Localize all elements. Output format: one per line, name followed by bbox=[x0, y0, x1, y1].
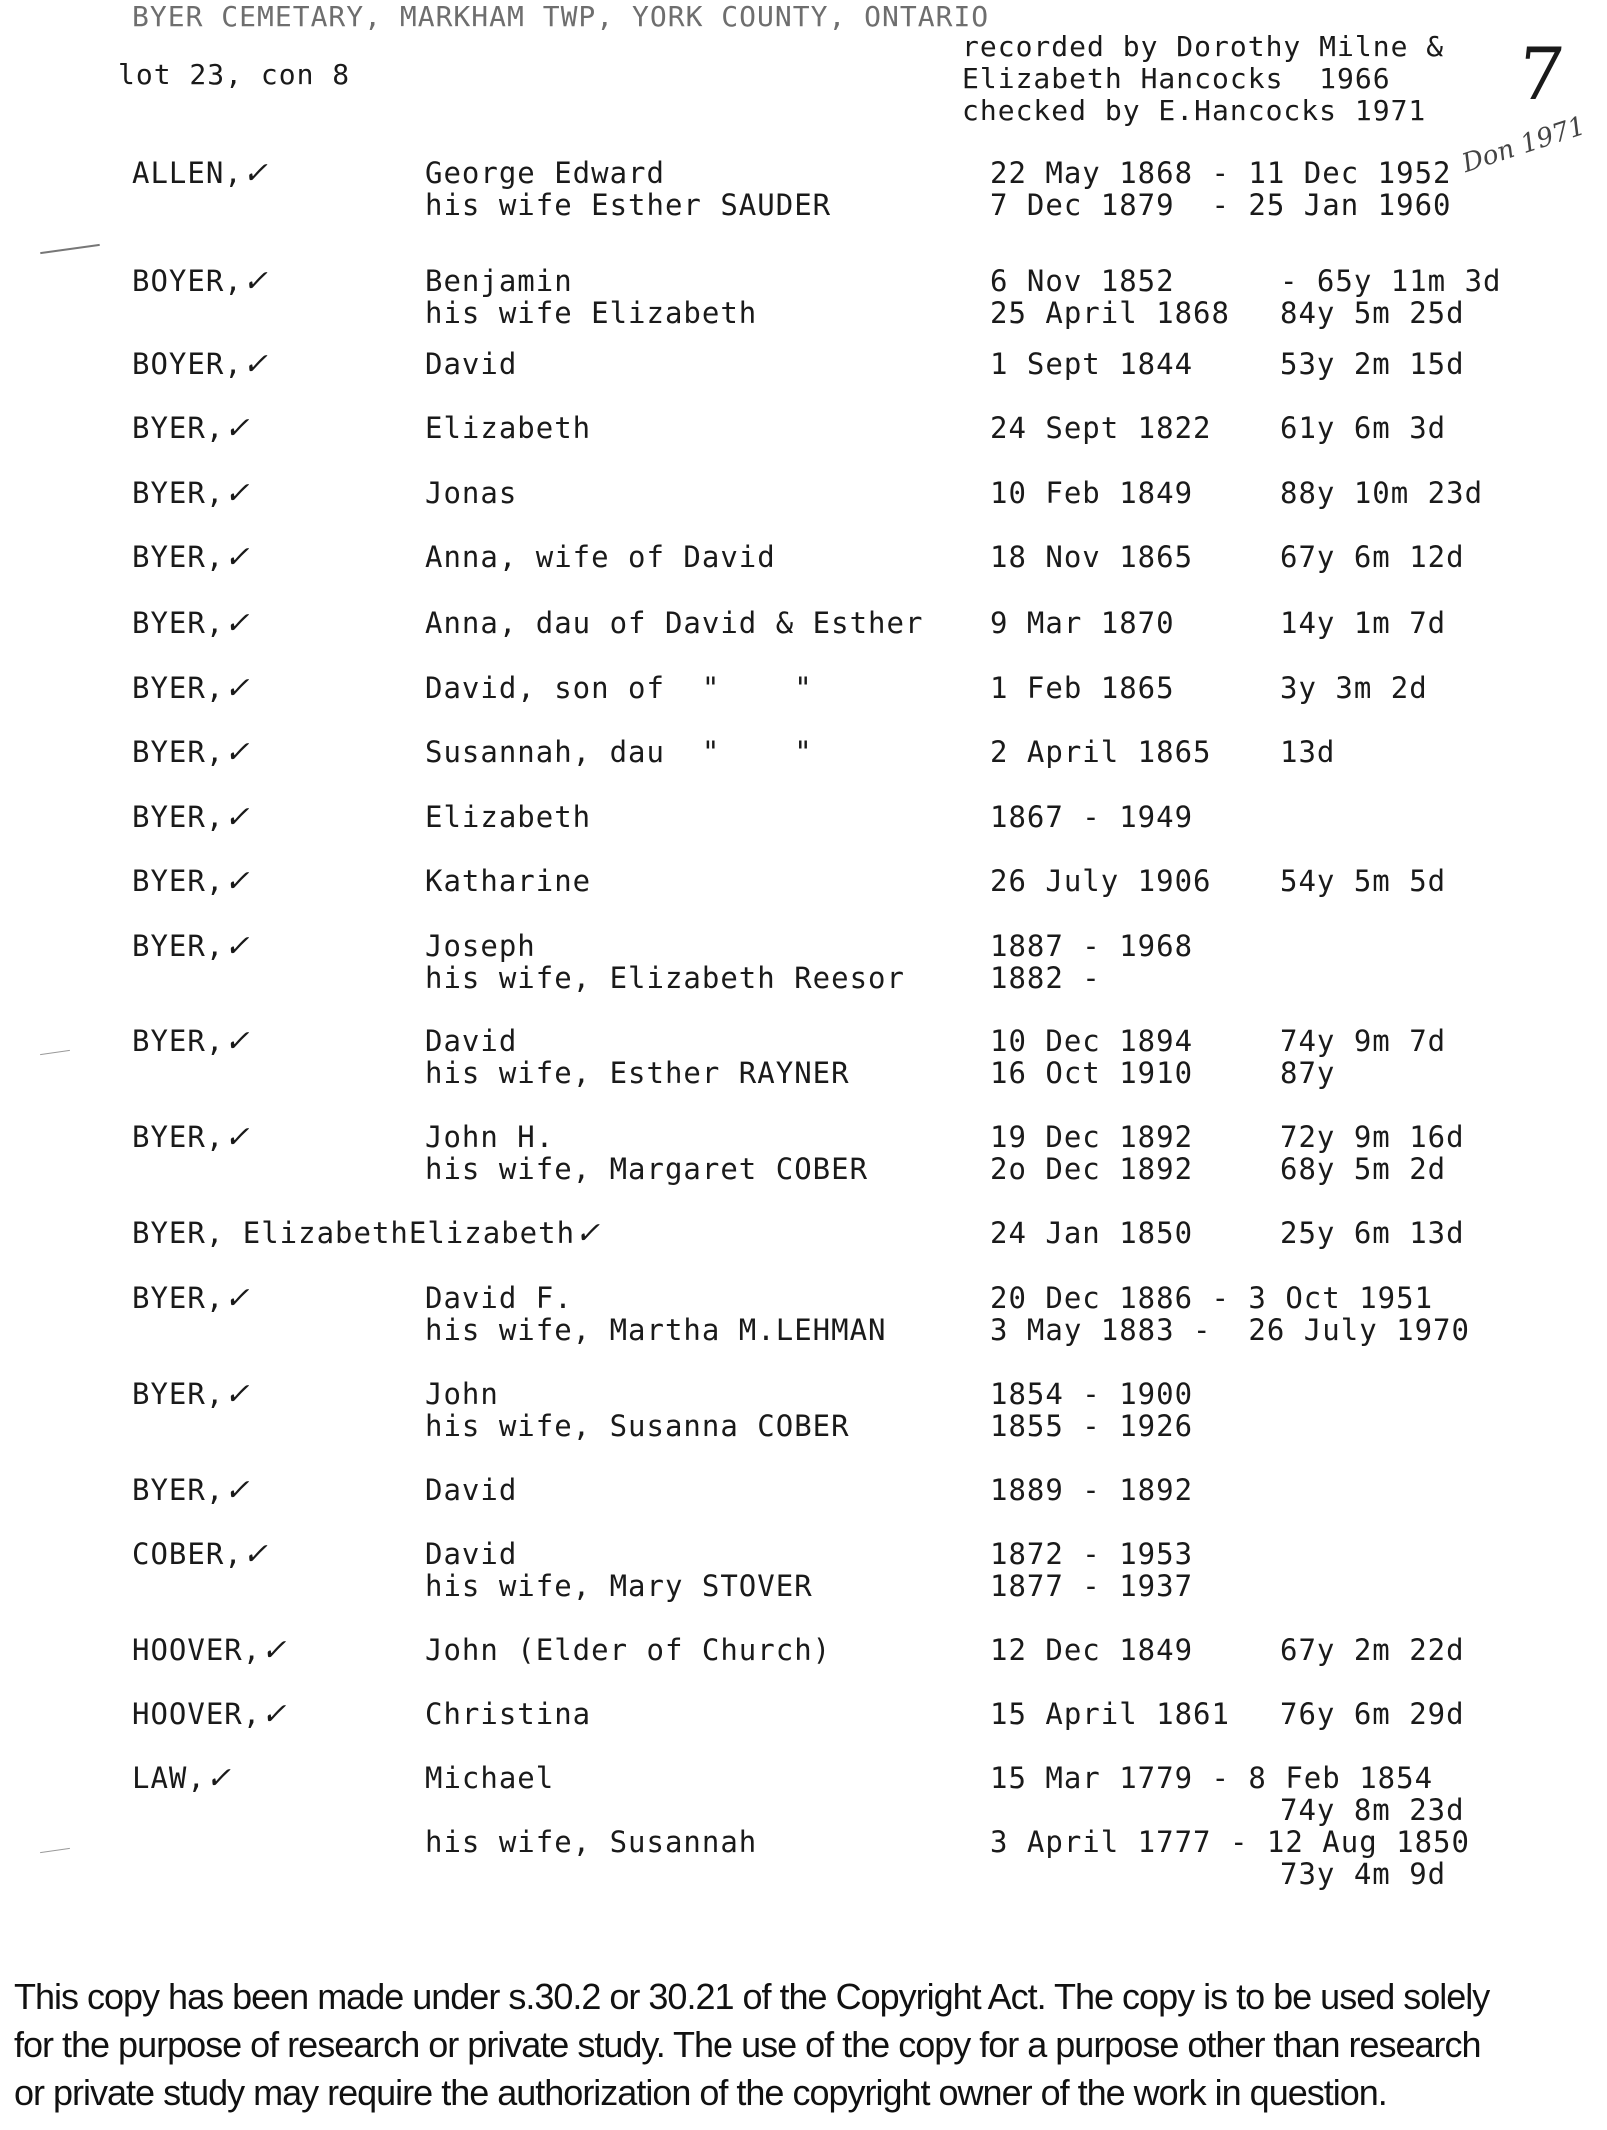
entry-age: 87y bbox=[1280, 1056, 1336, 1090]
entry-name: Michael bbox=[425, 1761, 555, 1795]
check-mark-icon: ✓ bbox=[224, 1281, 251, 1316]
entry-name: John bbox=[425, 1377, 499, 1411]
check-mark-icon: ✓ bbox=[575, 1216, 602, 1251]
entry-date: 15 April 1861 bbox=[990, 1697, 1230, 1731]
entry-date: 3 April 1777 - 12 Aug 1850 bbox=[990, 1825, 1470, 1859]
margin-mark bbox=[40, 1848, 70, 1853]
entry-name: Jonas bbox=[425, 476, 518, 510]
check-mark-icon: ✓ bbox=[224, 671, 251, 706]
surname-text: ALLEN, bbox=[132, 156, 243, 190]
entry-date: 19 Dec 1892 bbox=[990, 1120, 1194, 1154]
entry-age: 88y 10m 23d bbox=[1280, 476, 1484, 510]
surname bbox=[132, 1217, 601, 1250]
check-mark-icon: ✓ bbox=[224, 929, 251, 964]
surname-text: BYER, bbox=[132, 606, 225, 640]
entry-age: 3y 3m 2d bbox=[1280, 671, 1428, 705]
surname bbox=[132, 412, 250, 445]
entry-name: his wife, Esther RAYNER bbox=[425, 1056, 850, 1090]
surname-text: BYER, bbox=[132, 800, 225, 834]
surname-text: BYER, bbox=[132, 864, 225, 898]
surname bbox=[132, 1378, 250, 1411]
entry-date: 3 May 1883 - 26 July 1970 bbox=[990, 1313, 1470, 1347]
entry-date: 18 Nov 1865 bbox=[990, 540, 1194, 574]
entry-age: 53y 2m 15d bbox=[1280, 347, 1465, 381]
surname-text: BYER, bbox=[132, 671, 225, 705]
entry-name: Joseph bbox=[425, 929, 536, 963]
entry-age: 72y 9m 16d bbox=[1280, 1120, 1465, 1154]
surname bbox=[132, 801, 250, 834]
copyright-notice-line: for the purpose of research or private study. The use of the copy for a purpose other than research bbox=[14, 2024, 1481, 2065]
recorded-by-line: recorded by Dorothy Milne & bbox=[962, 30, 1445, 63]
surname bbox=[132, 1025, 250, 1058]
handwritten-note: Don 1971 bbox=[1458, 111, 1590, 179]
surname-text: BYER, bbox=[132, 540, 225, 574]
surname-text: BYER, bbox=[132, 1120, 225, 1154]
surname-text: BOYER, bbox=[132, 347, 243, 381]
entry-age: 68y 5m 2d bbox=[1280, 1152, 1447, 1186]
entry-date: 10 Dec 1894 bbox=[990, 1024, 1194, 1058]
surname bbox=[132, 1474, 250, 1507]
entry-age: 74y 9m 7d bbox=[1280, 1024, 1447, 1058]
entry-name: his wife, Susannah bbox=[425, 1825, 758, 1859]
entry-name: David F. bbox=[425, 1281, 573, 1315]
entry-name: Katharine bbox=[425, 864, 592, 898]
surname-text: BYER, bbox=[132, 735, 225, 769]
entry-date: 6 Nov 1852 bbox=[990, 264, 1175, 298]
entry-date: 26 July 1906 bbox=[990, 864, 1212, 898]
entry-name: his wife, Elizabeth Reesor bbox=[425, 961, 905, 995]
entry-date: 2 April 1865 bbox=[990, 735, 1212, 769]
entry-name: his wife, Martha M.LEHMAN bbox=[425, 1313, 887, 1347]
entry-date: 1887 - 1968 bbox=[990, 929, 1194, 963]
surname-text: BYER, bbox=[132, 1473, 225, 1507]
entry-age: 67y 6m 12d bbox=[1280, 540, 1465, 574]
check-mark-icon: ✓ bbox=[224, 735, 251, 770]
check-mark-icon: ✓ bbox=[224, 1024, 251, 1059]
entry-date: 1889 - 1892 bbox=[990, 1473, 1194, 1507]
lot-concession: lot 23, con 8 bbox=[118, 58, 351, 91]
entry-name: Elizabeth bbox=[425, 800, 592, 834]
surname bbox=[132, 1282, 250, 1315]
entry-name: David, son of " " bbox=[425, 671, 813, 705]
entry-age: 76y 6m 29d bbox=[1280, 1697, 1465, 1731]
surname-text: COBER, bbox=[132, 1537, 243, 1571]
entry-date: 1855 - 1926 bbox=[990, 1409, 1194, 1443]
copyright-notice-line: or private study may require the authorization of the copyright owner of the work in question. bbox=[14, 2072, 1387, 2113]
surname-text: BYER, bbox=[132, 1281, 225, 1315]
entry-name: John (Elder of Church) bbox=[425, 1633, 832, 1667]
check-mark-icon: ✓ bbox=[242, 347, 269, 382]
surname-text: BYER, bbox=[132, 1024, 225, 1058]
entry-date: 1854 - 1900 bbox=[990, 1377, 1194, 1411]
entry-date: 20 Dec 1886 - 3 Oct 1951 bbox=[990, 1281, 1434, 1315]
surname-text: LAW, bbox=[132, 1761, 206, 1795]
entry-age: 67y 2m 22d bbox=[1280, 1633, 1465, 1667]
entry-name: his wife Esther SAUDER bbox=[425, 188, 832, 222]
entry-age: 61y 6m 3d bbox=[1280, 411, 1447, 445]
entry-date: 1 Feb 1865 bbox=[990, 671, 1175, 705]
entry-date: 1882 - bbox=[990, 961, 1101, 995]
entry-age: 74y 8m 23d bbox=[1280, 1793, 1465, 1827]
entry-date: 15 Mar 1779 - 8 Feb 1854 bbox=[990, 1761, 1434, 1795]
check-mark-icon: ✓ bbox=[224, 1473, 251, 1508]
surname bbox=[132, 1634, 287, 1667]
surname bbox=[132, 865, 250, 898]
entry-name: David bbox=[425, 347, 518, 381]
surname-text: BYER, bbox=[132, 411, 225, 445]
check-mark-icon: ✓ bbox=[224, 540, 251, 575]
entry-name: David bbox=[425, 1473, 518, 1507]
surname bbox=[132, 672, 250, 705]
surname bbox=[132, 1762, 232, 1795]
surname bbox=[132, 541, 250, 574]
surname bbox=[132, 736, 250, 769]
entry-date: 1867 - 1949 bbox=[990, 800, 1194, 834]
entry-name: Susannah, dau " " bbox=[425, 735, 813, 769]
entry-age: 25y 6m 13d bbox=[1280, 1216, 1465, 1250]
surname-text: BOYER, bbox=[132, 264, 243, 298]
surname bbox=[132, 607, 250, 640]
check-mark-icon: ✓ bbox=[242, 1537, 269, 1572]
entry-age: 13d bbox=[1280, 735, 1336, 769]
check-mark-icon: ✓ bbox=[224, 1377, 251, 1412]
surname bbox=[132, 1698, 287, 1731]
entry-name: Anna, wife of David bbox=[425, 540, 776, 574]
surname-text: HOOVER, bbox=[132, 1633, 262, 1667]
check-mark-icon: ✓ bbox=[224, 411, 251, 446]
surname bbox=[132, 348, 269, 381]
entry-date: 25 April 1868 bbox=[990, 296, 1230, 330]
entry-date: 7 Dec 1879 - 25 Jan 1960 bbox=[990, 188, 1452, 222]
entry-name: Anna, dau of David & Esther bbox=[425, 606, 924, 640]
checked-by-line: checked by E.Hancocks 1971 bbox=[962, 94, 1427, 127]
entry-name: John H. bbox=[425, 1120, 555, 1154]
entry-date: 10 Feb 1849 bbox=[990, 476, 1194, 510]
entry-age: 54y 5m 5d bbox=[1280, 864, 1447, 898]
copyright-notice-line: This copy has been made under s.30.2 or 30.21 of the Copyright Act. The copy is to be used solely bbox=[14, 1976, 1490, 2017]
check-mark-icon: ✓ bbox=[224, 1120, 251, 1155]
entry-age: 84y 5m 25d bbox=[1280, 296, 1465, 330]
check-mark-icon: ✓ bbox=[224, 606, 251, 641]
check-mark-icon: ✓ bbox=[242, 264, 269, 299]
surname-text: BYER, ElizabethElizabeth bbox=[132, 1216, 576, 1250]
check-mark-icon: ✓ bbox=[224, 800, 251, 835]
surname bbox=[132, 1538, 269, 1571]
check-mark-icon: ✓ bbox=[242, 156, 269, 191]
margin-mark bbox=[40, 1050, 70, 1055]
entry-date: 16 Oct 1910 bbox=[990, 1056, 1194, 1090]
surname bbox=[132, 265, 269, 298]
surname-text: BYER, bbox=[132, 1377, 225, 1411]
check-mark-icon: ✓ bbox=[224, 476, 251, 511]
recorded-by-line-2: Elizabeth Hancocks 1966 bbox=[962, 62, 1391, 95]
surname-text: HOOVER, bbox=[132, 1697, 262, 1731]
entry-name: Elizabeth bbox=[425, 411, 592, 445]
check-mark-icon: ✓ bbox=[205, 1761, 232, 1796]
surname bbox=[132, 930, 250, 963]
entry-date: 9 Mar 1870 bbox=[990, 606, 1175, 640]
cemetery-title: BYER CEMETARY, MARKHAM TWP, YORK COUNTY, ONTARIO bbox=[132, 0, 990, 33]
entry-date: 24 Sept 1822 bbox=[990, 411, 1212, 445]
entry-age: - 65y 11m 3d bbox=[1280, 264, 1502, 298]
entry-date: 1872 - 1953 bbox=[990, 1537, 1194, 1571]
entry-date: 12 Dec 1849 bbox=[990, 1633, 1194, 1667]
margin-mark bbox=[40, 244, 100, 254]
entry-name: Benjamin bbox=[425, 264, 573, 298]
surname bbox=[132, 477, 250, 510]
entry-name: George Edward bbox=[425, 156, 665, 190]
entry-date: 22 May 1868 - 11 Dec 1952 bbox=[990, 156, 1452, 190]
entry-name: his wife, Susanna COBER bbox=[425, 1409, 850, 1443]
entry-age: 14y 1m 7d bbox=[1280, 606, 1447, 640]
entry-date: 24 Jan 1850 bbox=[990, 1216, 1194, 1250]
surname-text: BYER, bbox=[132, 929, 225, 963]
check-mark-icon: ✓ bbox=[261, 1633, 288, 1668]
entry-name: David bbox=[425, 1024, 518, 1058]
surname bbox=[132, 157, 269, 190]
entry-name: Christina bbox=[425, 1697, 592, 1731]
entry-date: 2o Dec 1892 bbox=[990, 1152, 1194, 1186]
entry-name: David bbox=[425, 1537, 518, 1571]
entry-date: 1877 - 1937 bbox=[990, 1569, 1194, 1603]
entry-name: his wife Elizabeth bbox=[425, 296, 758, 330]
entry-date: 1 Sept 1844 bbox=[990, 347, 1194, 381]
surname-text: BYER, bbox=[132, 476, 225, 510]
entry-name: his wife, Margaret COBER bbox=[425, 1152, 869, 1186]
check-mark-icon: ✓ bbox=[224, 864, 251, 899]
entry-name: his wife, Mary STOVER bbox=[425, 1569, 813, 1603]
entry-age: 73y 4m 9d bbox=[1280, 1857, 1447, 1891]
page-number: 7 bbox=[1513, 32, 1569, 116]
surname bbox=[132, 1121, 250, 1154]
copyright-notice bbox=[14, 1973, 1594, 2117]
check-mark-icon: ✓ bbox=[261, 1697, 288, 1732]
